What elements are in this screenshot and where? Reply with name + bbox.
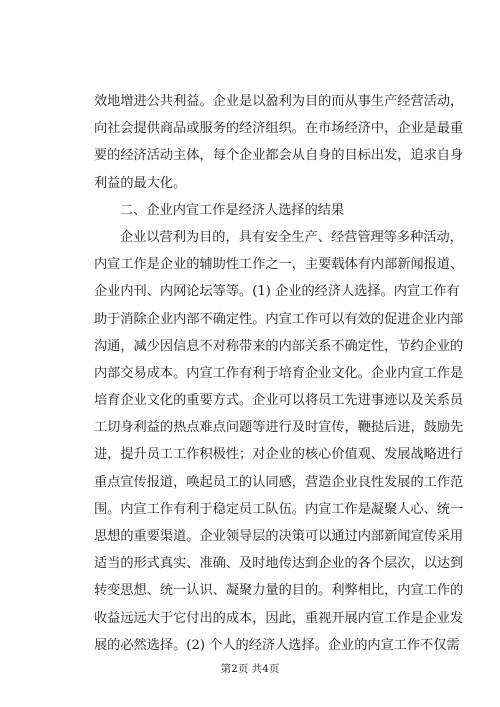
body-text <box>94 88 464 659</box>
text-line: 助于消除企业内部不确定性。内宣工作可以有效的促进企业内部 <box>94 311 464 327</box>
text-line: 企业内刊、内网论坛等等。(1) 企业的经济人选择。内宣工作有 <box>94 284 460 300</box>
text-line: 企业以营利为目的，具有安全生产、经营管理等多种活动， <box>120 229 463 245</box>
section-heading: 二、企业内宣工作是经济人选择的结果 <box>120 202 345 218</box>
text-line: 利益的最大化。 <box>94 175 187 191</box>
text-line: 沟通，减少因信息不对称带来的内部关系不确定性，节约企业的 <box>94 338 464 354</box>
paragraph-2 <box>94 224 464 659</box>
page-number-footer: 第2页 共4页 <box>220 663 280 675</box>
text-line: 收益远远大于它付出的成本，因此，重视开展内宣工作是企业发 <box>94 610 464 626</box>
text-line: 效地增进公共利益。企业是以盈利为目的而从事生产经营活动， <box>94 94 464 109</box>
text-line: 围。内宣工作有利于稳定员工队伍。内宣工作是凝聚人心、统一 <box>94 501 464 517</box>
text-line: 适当的形式真实、准确、及时地传达到企业的各个层次，以达到 <box>94 556 464 572</box>
paragraph-1 <box>94 88 464 197</box>
text-line: 重点宣传报道，唤起员工的认同感，营造企业良性发展的工作范 <box>94 474 464 490</box>
text-line: 内部交易成本。内宣工作有利于培育企业文化。企业内宣工作是 <box>94 365 464 381</box>
text-line: 转变思想、统一认识、凝聚力量的目的。利弊相比，内宣工作的 <box>94 583 464 599</box>
text-line: 进，提升员工工作积极性；对企业的核心价值观、发展战略进行 <box>94 447 464 463</box>
text-line: 展的必然选择。(2) 个人的经济人选择。企业的内宣工作不仅需 <box>94 637 460 653</box>
text-line: 培育企业文化的重要方式。企业可以将员工先进事迹以及关系员 <box>94 393 464 409</box>
section-heading-wrap <box>94 197 406 224</box>
text-line: 工切身利益的热点难点问题等进行及时宣传，鞭挞后进，鼓励先 <box>94 420 464 436</box>
text-line: 要的经济活动主体，每个企业都会从自身的目标出发，追求自身 <box>94 148 464 164</box>
text-line: 向社会提供商品或服务的经济组织。在市场经济中，企业是最重 <box>94 121 464 137</box>
text-line: 思想的重要渠道。企业领导层的决策可以通过内部新闻宣传采用 <box>94 529 464 544</box>
text-line: 内宣工作是企业的辅助性工作之一，主要载体有内部新闻报道、 <box>94 257 464 273</box>
